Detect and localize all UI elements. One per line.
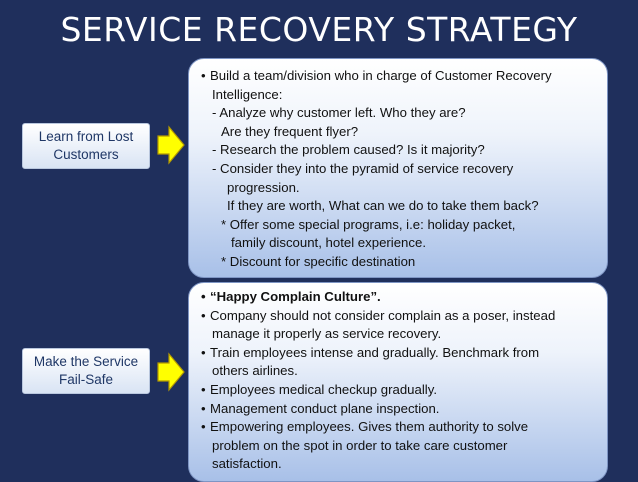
panel-line: - Research the problem caused? Is it majority?	[212, 142, 485, 158]
panel-line: • Management conduct plane inspection.	[201, 400, 597, 419]
right-arrow-icon	[157, 352, 185, 392]
stage-label-line: Make the Service	[33, 354, 139, 369]
bullet-icon: •	[201, 68, 206, 83]
panel-line: • Build a team/division who in charge of Customer Recovery	[201, 67, 597, 86]
panel-line: Intelligence:	[212, 86, 283, 102]
bullet-icon: •	[201, 344, 206, 360]
panel-line: others airlines.	[212, 363, 298, 379]
bullet-icon: •	[201, 400, 206, 416]
stage-panel-learn	[188, 58, 608, 278]
bullet-icon: •	[201, 307, 206, 323]
panel-line: • Employees medical checkup gradually.	[201, 381, 597, 400]
panel-line: • “Happy Complain Culture”.	[201, 288, 597, 307]
right-arrow-icon	[157, 125, 185, 165]
panel-line: satisfaction.	[212, 456, 282, 472]
stage-panel-fail-safe	[188, 282, 608, 482]
bullet-icon: •	[201, 289, 206, 304]
panel-line: • Train employees intense and gradually. Benchmark from	[201, 344, 597, 363]
stage-label-line: Learn from Lost	[38, 129, 134, 144]
panel-line: family discount, hotel experience.	[231, 235, 426, 251]
panel-line: * Offer some special programs, i.e: holiday packet,	[221, 216, 516, 232]
bullet-icon: •	[201, 419, 206, 435]
bullet-icon: •	[201, 381, 206, 397]
stage-label-line: Customers	[53, 147, 119, 162]
panel-line: Are they frequent flyer?	[221, 123, 359, 139]
stage-label-make-service-fail-safe	[22, 348, 150, 394]
stage-label-learn-from-lost-customers	[22, 123, 150, 169]
panel-line: manage it properly as service recovery.	[212, 326, 442, 342]
slide-title: SERVICE RECOVERY STRATEGY	[60, 10, 578, 49]
panel-line: - Analyze why customer left. Who they are?	[212, 105, 466, 121]
panel-line: If they are worth, What can we do to take them back?	[227, 198, 539, 214]
panel-line: • Company should not consider complain as a poser, instead	[201, 307, 597, 326]
panel-line: * Discount for specific destination	[221, 253, 416, 269]
stage-label-line: Fail-Safe	[58, 372, 114, 387]
panel-line: - Consider they into the pyramid of service recovery	[212, 160, 514, 176]
panel-line: • Empowering employees. Gives them authority to solve	[201, 418, 597, 437]
panel-line: problem on the spot in order to take care customer	[212, 437, 508, 453]
panel-line: progression.	[227, 179, 300, 195]
